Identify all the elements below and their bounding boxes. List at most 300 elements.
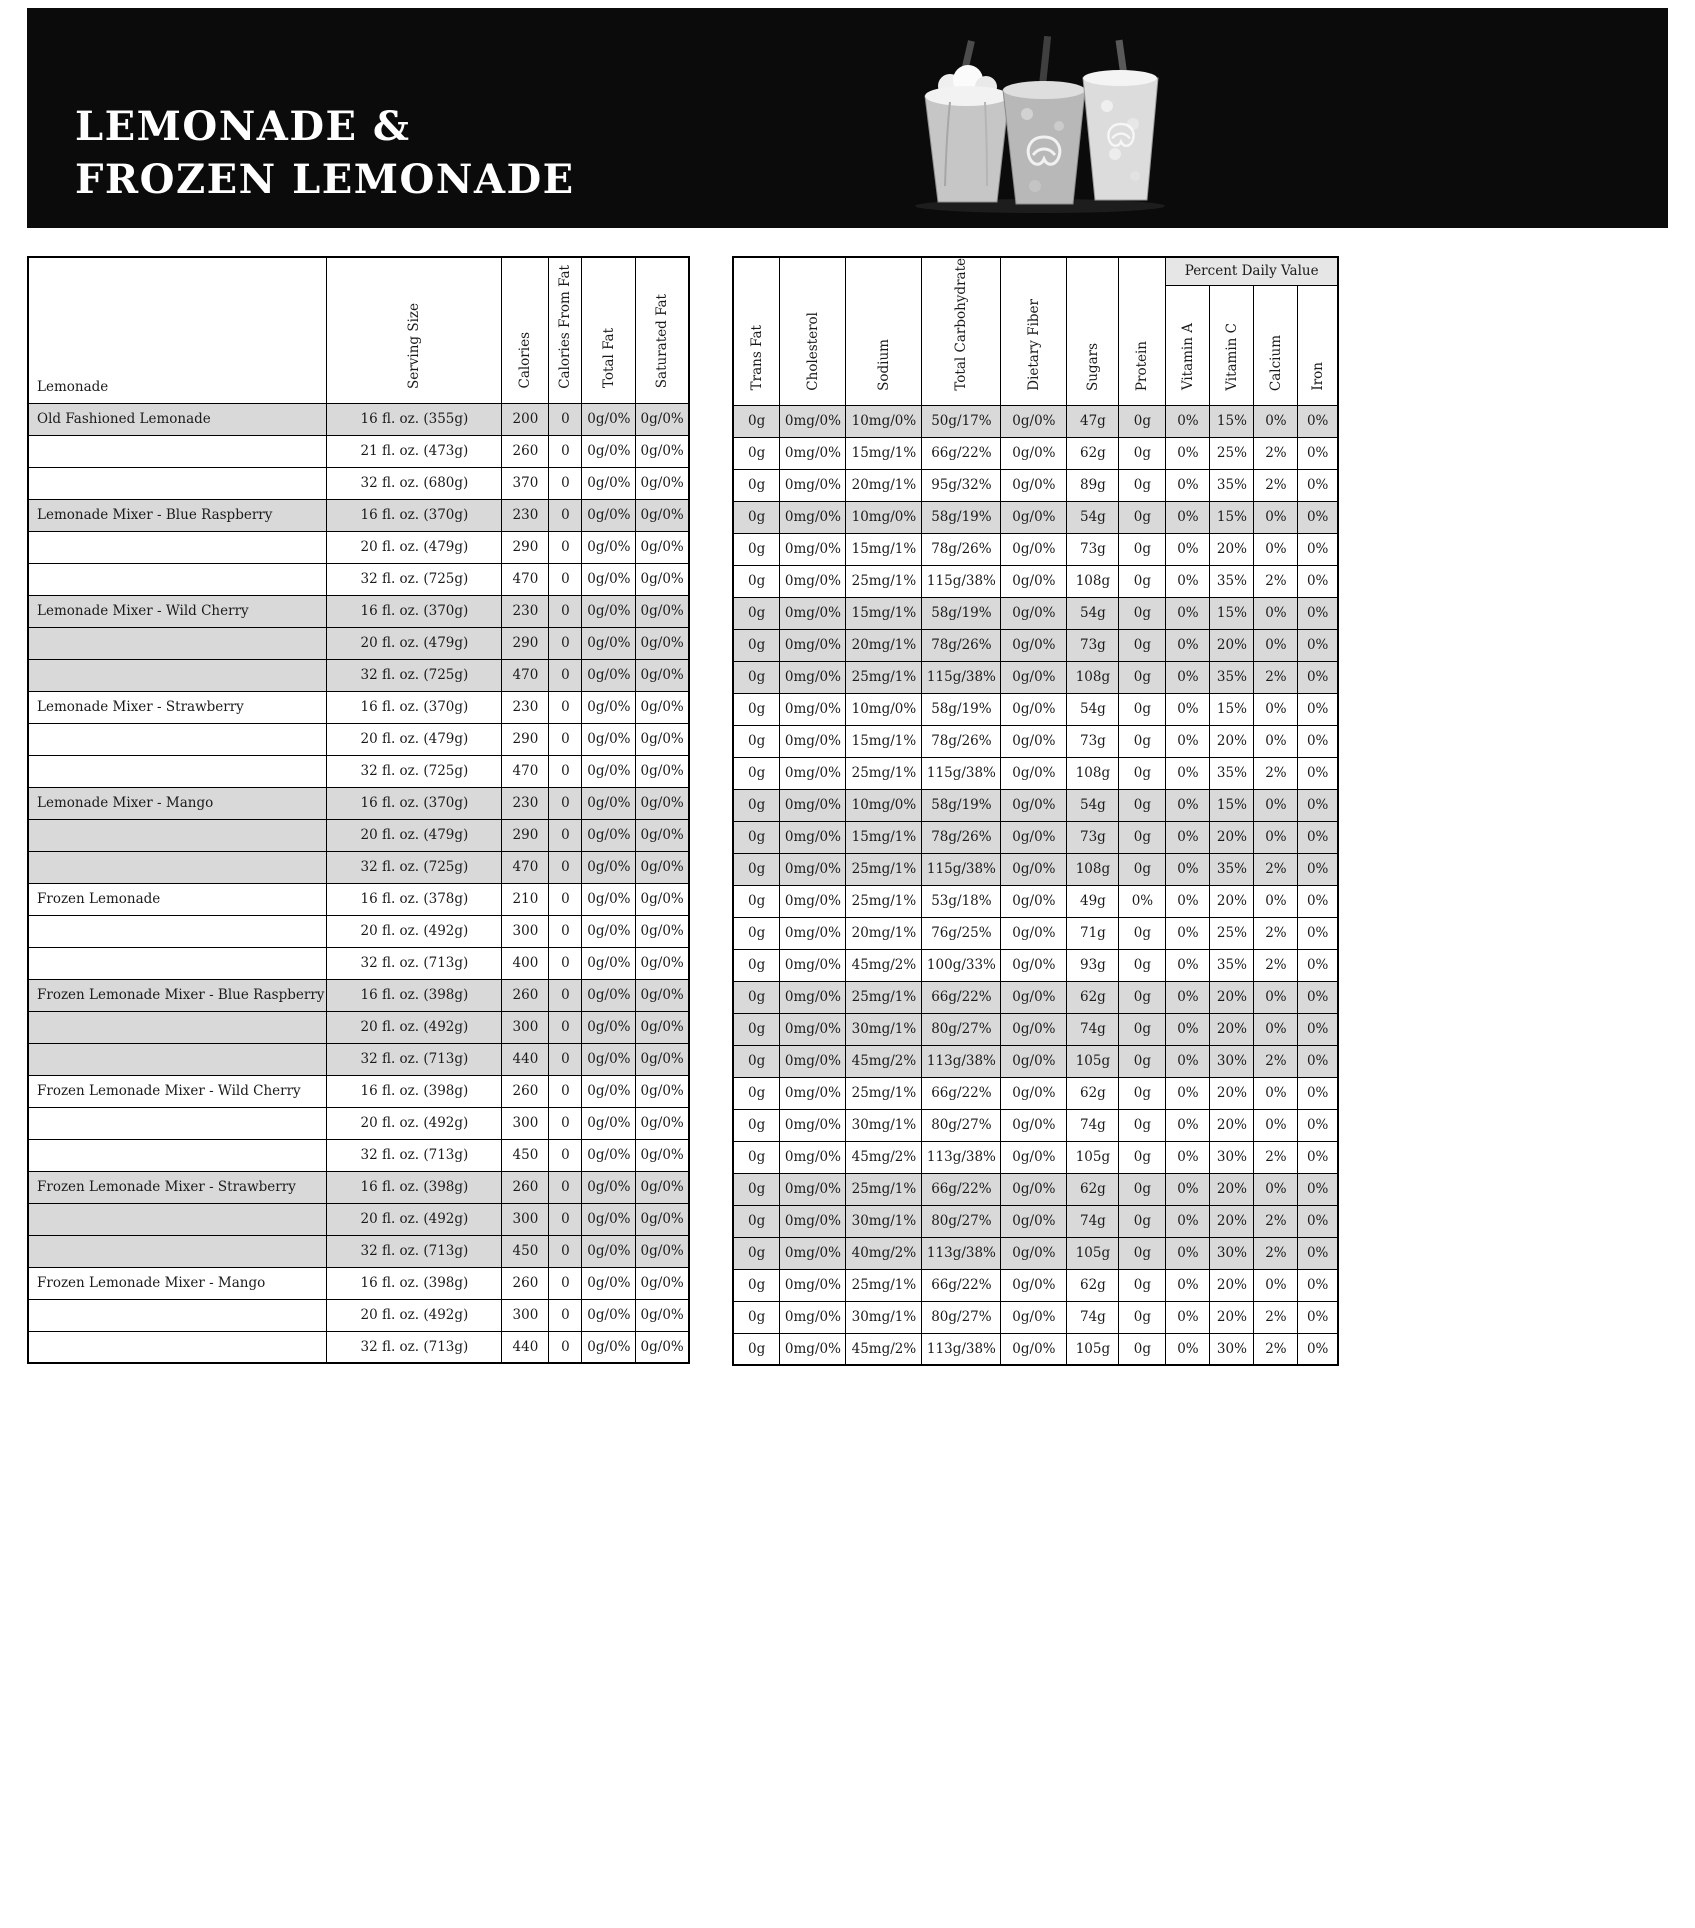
cell-serving-size: 32 fl. oz. (713g) bbox=[327, 947, 502, 979]
cell-vitamin-a: 0% bbox=[1166, 501, 1210, 533]
cell-vitamin-a: 0% bbox=[1166, 1045, 1210, 1077]
table-row bbox=[733, 1013, 1338, 1045]
cell-saturated-fat: 0g/0% bbox=[636, 947, 689, 979]
cell-trans-fat: 0g bbox=[733, 917, 780, 949]
cell-calories-from-fat: 0 bbox=[549, 1299, 582, 1331]
table-row bbox=[733, 629, 1338, 661]
cell-protein: 0g bbox=[1119, 917, 1166, 949]
cell-trans-fat: 0g bbox=[733, 597, 780, 629]
cell-vitamin-c: 30% bbox=[1210, 1333, 1254, 1365]
cell-dietary-fiber: 0g/0% bbox=[1001, 885, 1067, 917]
cell-sodium: 45mg/2% bbox=[846, 1333, 922, 1365]
table-row bbox=[28, 979, 689, 1011]
cell-calories-from-fat: 0 bbox=[549, 499, 582, 531]
cell-dietary-fiber: 0g/0% bbox=[1001, 405, 1067, 437]
cell-cholesterol: 0mg/0% bbox=[780, 629, 846, 661]
cell-calcium: 2% bbox=[1254, 853, 1298, 885]
cell-calcium: 2% bbox=[1254, 1237, 1298, 1269]
table-row bbox=[733, 597, 1338, 629]
cell-iron: 0% bbox=[1298, 533, 1338, 565]
table-row bbox=[28, 1075, 689, 1107]
cell-vitamin-a: 0% bbox=[1166, 597, 1210, 629]
cell-trans-fat: 0g bbox=[733, 1109, 780, 1141]
cell-total-fat: 0g/0% bbox=[582, 883, 636, 915]
cell-calcium: 0% bbox=[1254, 1077, 1298, 1109]
cell-calcium: 2% bbox=[1254, 917, 1298, 949]
cell-total-carbohydrate: 50g/17% bbox=[922, 405, 1001, 437]
cell-trans-fat: 0g bbox=[733, 1269, 780, 1301]
cell-dietary-fiber: 0g/0% bbox=[1001, 629, 1067, 661]
cell-serving-size: 32 fl. oz. (680g) bbox=[327, 467, 502, 499]
cell-sugars: 105g bbox=[1067, 1333, 1119, 1365]
cell-total-carbohydrate: 80g/27% bbox=[922, 1109, 1001, 1141]
cell-dietary-fiber: 0g/0% bbox=[1001, 565, 1067, 597]
cell-total-carbohydrate: 95g/32% bbox=[922, 469, 1001, 501]
cell-sodium: 15mg/1% bbox=[846, 821, 922, 853]
cell-name: Frozen Lemonade Mixer - Blue Raspberry bbox=[28, 979, 327, 1011]
cell-sodium: 40mg/2% bbox=[846, 1237, 922, 1269]
cell-calories-from-fat: 0 bbox=[549, 819, 582, 851]
cell-total-fat: 0g/0% bbox=[582, 659, 636, 691]
cell-name bbox=[28, 563, 327, 595]
cell-total-fat: 0g/0% bbox=[582, 787, 636, 819]
cell-sugars: 62g bbox=[1067, 1269, 1119, 1301]
cell-vitamin-c: 35% bbox=[1210, 661, 1254, 693]
cell-name bbox=[28, 755, 327, 787]
cell-trans-fat: 0g bbox=[733, 1301, 780, 1333]
cell-serving-size: 16 fl. oz. (398g) bbox=[327, 979, 502, 1011]
cell-sugars: 73g bbox=[1067, 629, 1119, 661]
cell-name bbox=[28, 659, 327, 691]
cell-cholesterol: 0mg/0% bbox=[780, 757, 846, 789]
cell-protein: 0g bbox=[1119, 789, 1166, 821]
cell-cholesterol: 0mg/0% bbox=[780, 853, 846, 885]
cell-sugars: 74g bbox=[1067, 1013, 1119, 1045]
cell-serving-size: 16 fl. oz. (370g) bbox=[327, 595, 502, 627]
cell-total-carbohydrate: 78g/26% bbox=[922, 725, 1001, 757]
cell-dietary-fiber: 0g/0% bbox=[1001, 1205, 1067, 1237]
cell-sodium: 45mg/2% bbox=[846, 949, 922, 981]
cell-cholesterol: 0mg/0% bbox=[780, 949, 846, 981]
cell-iron: 0% bbox=[1298, 757, 1338, 789]
cell-calories-from-fat: 0 bbox=[549, 1043, 582, 1075]
cell-total-carbohydrate: 53g/18% bbox=[922, 885, 1001, 917]
cell-calories: 290 bbox=[502, 531, 549, 563]
cell-saturated-fat: 0g/0% bbox=[636, 851, 689, 883]
table-row bbox=[28, 1011, 689, 1043]
table-row bbox=[733, 1077, 1338, 1109]
cell-protein: 0g bbox=[1119, 469, 1166, 501]
cell-calories-from-fat: 0 bbox=[549, 563, 582, 595]
cell-protein: 0g bbox=[1119, 1173, 1166, 1205]
table-row bbox=[28, 787, 689, 819]
cell-name: Frozen Lemonade Mixer - Wild Cherry bbox=[28, 1075, 327, 1107]
cell-trans-fat: 0g bbox=[733, 1333, 780, 1365]
cell-total-fat: 0g/0% bbox=[582, 819, 636, 851]
cell-cholesterol: 0mg/0% bbox=[780, 565, 846, 597]
cell-sodium: 30mg/1% bbox=[846, 1301, 922, 1333]
cell-cholesterol: 0mg/0% bbox=[780, 917, 846, 949]
table-row bbox=[28, 563, 689, 595]
cell-total-fat: 0g/0% bbox=[582, 1011, 636, 1043]
left-table-header bbox=[28, 257, 689, 403]
cell-sodium: 25mg/1% bbox=[846, 853, 922, 885]
cell-calories: 440 bbox=[502, 1043, 549, 1075]
cell-iron: 0% bbox=[1298, 1077, 1338, 1109]
cell-cholesterol: 0mg/0% bbox=[780, 1269, 846, 1301]
column-header-vitamin-c: Vitamin C bbox=[1210, 285, 1254, 405]
cell-calories-from-fat: 0 bbox=[549, 1203, 582, 1235]
cell-saturated-fat: 0g/0% bbox=[636, 1107, 689, 1139]
cell-sodium: 15mg/1% bbox=[846, 725, 922, 757]
cell-name: Old Fashioned Lemonade bbox=[28, 403, 327, 435]
cell-serving-size: 32 fl. oz. (713g) bbox=[327, 1043, 502, 1075]
cell-iron: 0% bbox=[1298, 1269, 1338, 1301]
cell-total-carbohydrate: 58g/19% bbox=[922, 501, 1001, 533]
table-row bbox=[28, 1331, 689, 1363]
cell-vitamin-c: 15% bbox=[1210, 405, 1254, 437]
cell-total-fat: 0g/0% bbox=[582, 499, 636, 531]
cell-calcium: 0% bbox=[1254, 629, 1298, 661]
right-table-body bbox=[733, 405, 1338, 1365]
cell-total-carbohydrate: 66g/22% bbox=[922, 1269, 1001, 1301]
cell-name bbox=[28, 1235, 327, 1267]
cell-vitamin-a: 0% bbox=[1166, 565, 1210, 597]
cell-vitamin-a: 0% bbox=[1166, 1109, 1210, 1141]
cell-name bbox=[28, 531, 327, 563]
cell-trans-fat: 0g bbox=[733, 437, 780, 469]
table-row bbox=[28, 1235, 689, 1267]
table-row bbox=[733, 1205, 1338, 1237]
cell-saturated-fat: 0g/0% bbox=[636, 403, 689, 435]
cell-sodium: 20mg/1% bbox=[846, 629, 922, 661]
cell-sugars: 108g bbox=[1067, 853, 1119, 885]
cell-protein: 0g bbox=[1119, 757, 1166, 789]
column-header-saturated-fat: Saturated Fat bbox=[636, 257, 689, 403]
table-row bbox=[733, 565, 1338, 597]
cell-calcium: 0% bbox=[1254, 1269, 1298, 1301]
cell-vitamin-a: 0% bbox=[1166, 1173, 1210, 1205]
cell-name bbox=[28, 723, 327, 755]
cell-total-carbohydrate: 66g/22% bbox=[922, 437, 1001, 469]
cell-cholesterol: 0mg/0% bbox=[780, 597, 846, 629]
cell-calories-from-fat: 0 bbox=[549, 755, 582, 787]
cell-protein: 0g bbox=[1119, 629, 1166, 661]
cell-iron: 0% bbox=[1298, 1013, 1338, 1045]
cell-calories-from-fat: 0 bbox=[549, 595, 582, 627]
cell-serving-size: 20 fl. oz. (479g) bbox=[327, 531, 502, 563]
cell-name bbox=[28, 1139, 327, 1171]
cell-serving-size: 20 fl. oz. (492g) bbox=[327, 1299, 502, 1331]
header-banner bbox=[27, 8, 1668, 228]
cell-iron: 0% bbox=[1298, 821, 1338, 853]
cell-serving-size: 16 fl. oz. (370g) bbox=[327, 787, 502, 819]
cell-protein: 0g bbox=[1119, 565, 1166, 597]
cell-calories-from-fat: 0 bbox=[549, 627, 582, 659]
cell-vitamin-c: 35% bbox=[1210, 853, 1254, 885]
cell-cholesterol: 0mg/0% bbox=[780, 1109, 846, 1141]
cell-name bbox=[28, 627, 327, 659]
table-row bbox=[733, 405, 1338, 437]
cell-iron: 0% bbox=[1298, 1045, 1338, 1077]
cell-saturated-fat: 0g/0% bbox=[636, 467, 689, 499]
cell-sugars: 73g bbox=[1067, 725, 1119, 757]
cell-calories: 290 bbox=[502, 819, 549, 851]
column-header-sugars: Sugars bbox=[1067, 257, 1119, 405]
cell-dietary-fiber: 0g/0% bbox=[1001, 1333, 1067, 1365]
cell-vitamin-c: 15% bbox=[1210, 789, 1254, 821]
cell-vitamin-a: 0% bbox=[1166, 1333, 1210, 1365]
cell-calcium: 0% bbox=[1254, 981, 1298, 1013]
table-row bbox=[28, 883, 689, 915]
cell-saturated-fat: 0g/0% bbox=[636, 979, 689, 1011]
lemonade-cups-image bbox=[895, 36, 1175, 216]
cell-total-fat: 0g/0% bbox=[582, 595, 636, 627]
cell-total-carbohydrate: 58g/19% bbox=[922, 693, 1001, 725]
cell-calcium: 0% bbox=[1254, 885, 1298, 917]
cell-trans-fat: 0g bbox=[733, 533, 780, 565]
cell-vitamin-c: 35% bbox=[1210, 565, 1254, 597]
cell-vitamin-a: 0% bbox=[1166, 949, 1210, 981]
cell-serving-size: 16 fl. oz. (398g) bbox=[327, 1171, 502, 1203]
cell-calories-from-fat: 0 bbox=[549, 1267, 582, 1299]
cell-saturated-fat: 0g/0% bbox=[636, 1075, 689, 1107]
cell-calories-from-fat: 0 bbox=[549, 1235, 582, 1267]
cell-protein: 0g bbox=[1119, 1301, 1166, 1333]
cell-total-carbohydrate: 113g/38% bbox=[922, 1237, 1001, 1269]
cell-sodium: 25mg/1% bbox=[846, 1077, 922, 1109]
cell-saturated-fat: 0g/0% bbox=[636, 755, 689, 787]
cell-iron: 0% bbox=[1298, 597, 1338, 629]
cell-vitamin-c: 25% bbox=[1210, 917, 1254, 949]
cell-serving-size: 16 fl. oz. (370g) bbox=[327, 499, 502, 531]
cell-sugars: 74g bbox=[1067, 1205, 1119, 1237]
column-header-iron: Iron bbox=[1298, 285, 1338, 405]
cell-total-fat: 0g/0% bbox=[582, 627, 636, 659]
cell-vitamin-a: 0% bbox=[1166, 405, 1210, 437]
cell-calories: 470 bbox=[502, 851, 549, 883]
cell-dietary-fiber: 0g/0% bbox=[1001, 597, 1067, 629]
cell-serving-size: 32 fl. oz. (713g) bbox=[327, 1235, 502, 1267]
table-row bbox=[28, 819, 689, 851]
cell-cholesterol: 0mg/0% bbox=[780, 501, 846, 533]
cell-saturated-fat: 0g/0% bbox=[636, 1203, 689, 1235]
cell-serving-size: 16 fl. oz. (398g) bbox=[327, 1267, 502, 1299]
cell-calories-from-fat: 0 bbox=[549, 531, 582, 563]
cell-total-carbohydrate: 78g/26% bbox=[922, 629, 1001, 661]
cell-cholesterol: 0mg/0% bbox=[780, 1173, 846, 1205]
cell-calories: 200 bbox=[502, 403, 549, 435]
cell-calories: 230 bbox=[502, 595, 549, 627]
cell-calories-from-fat: 0 bbox=[549, 1139, 582, 1171]
cell-vitamin-a: 0% bbox=[1166, 533, 1210, 565]
cell-sodium: 45mg/2% bbox=[846, 1045, 922, 1077]
cell-dietary-fiber: 0g/0% bbox=[1001, 789, 1067, 821]
cell-cholesterol: 0mg/0% bbox=[780, 1141, 846, 1173]
cell-saturated-fat: 0g/0% bbox=[636, 1267, 689, 1299]
cell-saturated-fat: 0g/0% bbox=[636, 1331, 689, 1363]
cell-protein: 0g bbox=[1119, 501, 1166, 533]
cell-dietary-fiber: 0g/0% bbox=[1001, 1301, 1067, 1333]
cell-protein: 0g bbox=[1119, 1077, 1166, 1109]
cell-cholesterol: 0mg/0% bbox=[780, 533, 846, 565]
cell-trans-fat: 0g bbox=[733, 789, 780, 821]
cell-calories: 300 bbox=[502, 1107, 549, 1139]
cell-total-fat: 0g/0% bbox=[582, 563, 636, 595]
cell-protein: 0g bbox=[1119, 853, 1166, 885]
cell-calcium: 2% bbox=[1254, 1141, 1298, 1173]
cell-vitamin-a: 0% bbox=[1166, 629, 1210, 661]
cell-serving-size: 32 fl. oz. (725g) bbox=[327, 659, 502, 691]
cell-total-carbohydrate: 80g/27% bbox=[922, 1013, 1001, 1045]
cell-vitamin-c: 30% bbox=[1210, 1237, 1254, 1269]
cell-total-fat: 0g/0% bbox=[582, 691, 636, 723]
column-header-serving-size: Serving Size bbox=[327, 257, 502, 403]
cell-sodium: 20mg/1% bbox=[846, 917, 922, 949]
cell-dietary-fiber: 0g/0% bbox=[1001, 1109, 1067, 1141]
cell-saturated-fat: 0g/0% bbox=[636, 659, 689, 691]
cell-sugars: 73g bbox=[1067, 821, 1119, 853]
cell-total-carbohydrate: 66g/22% bbox=[922, 1077, 1001, 1109]
table-row bbox=[733, 533, 1338, 565]
cell-total-carbohydrate: 78g/26% bbox=[922, 821, 1001, 853]
cell-calcium: 2% bbox=[1254, 1301, 1298, 1333]
cell-calories: 470 bbox=[502, 659, 549, 691]
cell-sodium: 30mg/1% bbox=[846, 1013, 922, 1045]
cell-serving-size: 20 fl. oz. (492g) bbox=[327, 1107, 502, 1139]
column-header-total-carbohydrate: Total Carbohydrate bbox=[922, 257, 1001, 405]
cell-saturated-fat: 0g/0% bbox=[636, 883, 689, 915]
cell-trans-fat: 0g bbox=[733, 853, 780, 885]
cell-serving-size: 16 fl. oz. (370g) bbox=[327, 691, 502, 723]
cell-dietary-fiber: 0g/0% bbox=[1001, 1013, 1067, 1045]
cell-trans-fat: 0g bbox=[733, 1077, 780, 1109]
table-row bbox=[733, 1301, 1338, 1333]
cell-saturated-fat: 0g/0% bbox=[636, 1011, 689, 1043]
cell-calcium: 2% bbox=[1254, 469, 1298, 501]
cell-cholesterol: 0mg/0% bbox=[780, 1077, 846, 1109]
cell-trans-fat: 0g bbox=[733, 501, 780, 533]
cell-sodium: 15mg/1% bbox=[846, 437, 922, 469]
cell-sugars: 108g bbox=[1067, 565, 1119, 597]
cell-saturated-fat: 0g/0% bbox=[636, 1299, 689, 1331]
cell-saturated-fat: 0g/0% bbox=[636, 787, 689, 819]
cell-vitamin-c: 15% bbox=[1210, 693, 1254, 725]
cell-sodium: 10mg/0% bbox=[846, 789, 922, 821]
table-row bbox=[733, 725, 1338, 757]
cell-serving-size: 32 fl. oz. (725g) bbox=[327, 851, 502, 883]
table-row bbox=[28, 403, 689, 435]
cell-total-fat: 0g/0% bbox=[582, 755, 636, 787]
cell-iron: 0% bbox=[1298, 949, 1338, 981]
cell-calories-from-fat: 0 bbox=[549, 979, 582, 1011]
cell-total-carbohydrate: 80g/27% bbox=[922, 1205, 1001, 1237]
cell-calories: 450 bbox=[502, 1235, 549, 1267]
cell-sodium: 15mg/1% bbox=[846, 533, 922, 565]
cell-total-fat: 0g/0% bbox=[582, 1299, 636, 1331]
cell-vitamin-c: 30% bbox=[1210, 1141, 1254, 1173]
cell-vitamin-a: 0% bbox=[1166, 693, 1210, 725]
cell-total-carbohydrate: 113g/38% bbox=[922, 1141, 1001, 1173]
cell-protein: 0g bbox=[1119, 725, 1166, 757]
cell-vitamin-a: 0% bbox=[1166, 1077, 1210, 1109]
cell-cholesterol: 0mg/0% bbox=[780, 1013, 846, 1045]
table-row bbox=[733, 789, 1338, 821]
cell-vitamin-a: 0% bbox=[1166, 885, 1210, 917]
cell-serving-size: 16 fl. oz. (398g) bbox=[327, 1075, 502, 1107]
table-row bbox=[28, 499, 689, 531]
table-row bbox=[28, 1043, 689, 1075]
right-table-header bbox=[733, 257, 1338, 405]
cell-trans-fat: 0g bbox=[733, 981, 780, 1013]
cell-serving-size: 20 fl. oz. (479g) bbox=[327, 819, 502, 851]
cell-calories: 230 bbox=[502, 499, 549, 531]
cell-trans-fat: 0g bbox=[733, 469, 780, 501]
table-row bbox=[733, 853, 1338, 885]
cell-dietary-fiber: 0g/0% bbox=[1001, 437, 1067, 469]
cell-total-carbohydrate: 113g/38% bbox=[922, 1333, 1001, 1365]
table-row bbox=[733, 1237, 1338, 1269]
cell-calories: 290 bbox=[502, 723, 549, 755]
cell-calories: 260 bbox=[502, 1171, 549, 1203]
cell-saturated-fat: 0g/0% bbox=[636, 595, 689, 627]
cell-vitamin-a: 0% bbox=[1166, 1237, 1210, 1269]
cell-calories: 260 bbox=[502, 435, 549, 467]
cell-sugars: 47g bbox=[1067, 405, 1119, 437]
cell-sugars: 62g bbox=[1067, 1173, 1119, 1205]
column-header-dietary-fiber: Dietary Fiber bbox=[1001, 257, 1067, 405]
cell-trans-fat: 0g bbox=[733, 1141, 780, 1173]
cell-sodium: 45mg/2% bbox=[846, 1141, 922, 1173]
cell-calcium: 2% bbox=[1254, 437, 1298, 469]
cell-total-carbohydrate: 115g/38% bbox=[922, 565, 1001, 597]
cell-name: Lemonade Mixer - Mango bbox=[28, 787, 327, 819]
cell-trans-fat: 0g bbox=[733, 405, 780, 437]
table-row bbox=[733, 821, 1338, 853]
cell-protein: 0g bbox=[1119, 437, 1166, 469]
cell-serving-size: 32 fl. oz. (725g) bbox=[327, 755, 502, 787]
column-header-protein: Protein bbox=[1119, 257, 1166, 405]
cell-cholesterol: 0mg/0% bbox=[780, 789, 846, 821]
cell-vitamin-a: 0% bbox=[1166, 437, 1210, 469]
cell-cholesterol: 0mg/0% bbox=[780, 1205, 846, 1237]
cell-serving-size: 32 fl. oz. (713g) bbox=[327, 1139, 502, 1171]
cell-calories: 210 bbox=[502, 883, 549, 915]
cell-protein: 0g bbox=[1119, 821, 1166, 853]
cell-calcium: 0% bbox=[1254, 405, 1298, 437]
percent-daily-value-header: Percent Daily Value bbox=[1166, 257, 1338, 285]
cell-saturated-fat: 0g/0% bbox=[636, 1235, 689, 1267]
cell-trans-fat: 0g bbox=[733, 1173, 780, 1205]
cell-calcium: 2% bbox=[1254, 1045, 1298, 1077]
cell-serving-size: 20 fl. oz. (492g) bbox=[327, 915, 502, 947]
cell-serving-size: 20 fl. oz. (492g) bbox=[327, 1203, 502, 1235]
cell-protein: 0g bbox=[1119, 1333, 1166, 1365]
cell-sugars: 93g bbox=[1067, 949, 1119, 981]
cell-calories: 440 bbox=[502, 1331, 549, 1363]
page-title-line1: LEMONADE & bbox=[75, 103, 411, 150]
cell-trans-fat: 0g bbox=[733, 821, 780, 853]
cell-sugars: 62g bbox=[1067, 1077, 1119, 1109]
cell-calories-from-fat: 0 bbox=[549, 403, 582, 435]
cell-saturated-fat: 0g/0% bbox=[636, 531, 689, 563]
cell-vitamin-a: 0% bbox=[1166, 853, 1210, 885]
cell-cholesterol: 0mg/0% bbox=[780, 661, 846, 693]
cell-name: Lemonade Mixer - Strawberry bbox=[28, 691, 327, 723]
column-header-cholesterol: Cholesterol bbox=[780, 257, 846, 405]
cell-dietary-fiber: 0g/0% bbox=[1001, 821, 1067, 853]
cell-iron: 0% bbox=[1298, 885, 1338, 917]
